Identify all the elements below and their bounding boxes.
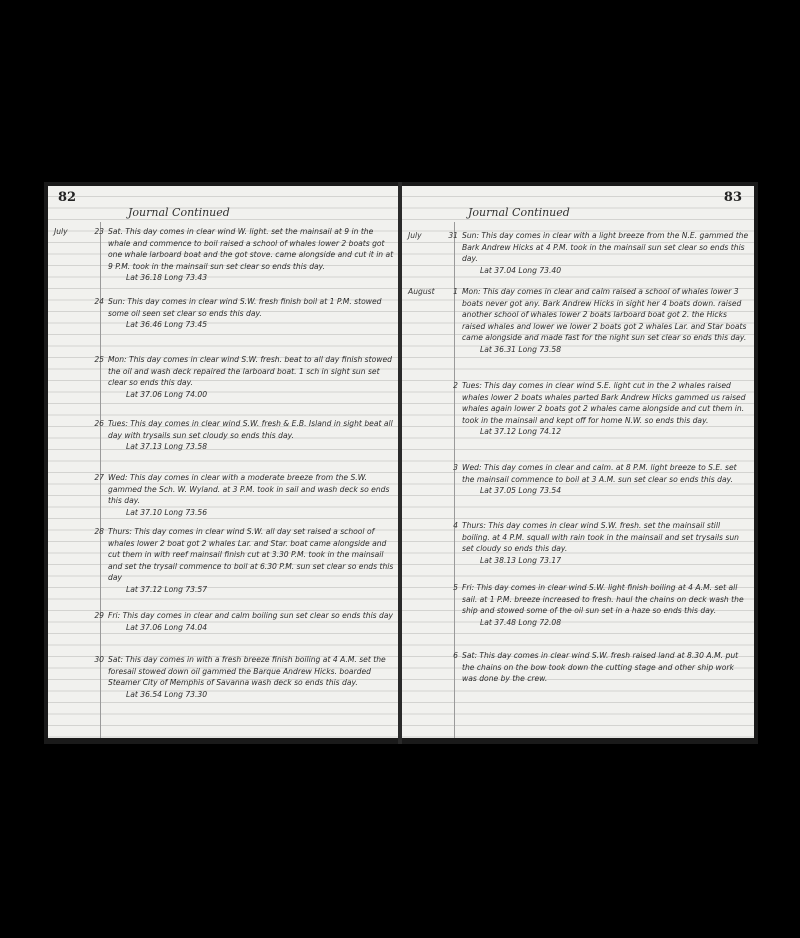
entry-position: Lat 37.12 Long 74.12	[480, 427, 562, 436]
page-heading: Journal Continued	[128, 206, 230, 219]
entry-day: 27	[94, 473, 104, 482]
entry-text: Thurs: This day comes in clear wind S.W. fresh. set the mainsail still boiling. at 4 P.M. squall with rain took in the mainsail and set trysails sun set cloudy so ends this day.	[462, 521, 739, 553]
entry-month: July	[54, 227, 68, 236]
entry-text: Sun: This day comes in clear wind S.W. fresh finish boil at 1 P.M. stowed some oil seen set clear so ends this day.	[108, 297, 382, 318]
journal-entry	[54, 654, 394, 700]
entry-day: 5	[453, 583, 458, 592]
entry-position: Lat 37.13 Long 73.58	[126, 442, 208, 451]
entry-text: Fri: This day comes in clear and calm boiling sun set clear so ends this day	[108, 611, 394, 620]
entry-day: 30	[94, 655, 104, 664]
logbook-spread	[44, 182, 758, 744]
journal-entry	[408, 380, 750, 438]
journal-entry	[54, 296, 394, 331]
entry-day: 24	[94, 297, 104, 306]
entry-text: Tues: This day comes in clear wind S.W. fresh & E.B. Island in sight beat all day with trysails sun set cloudy so ends this day.	[108, 419, 393, 440]
entry-day: 23	[94, 227, 104, 236]
journal-entry	[54, 418, 394, 453]
entry-day: 3	[453, 463, 458, 472]
entry-position: Lat 36.18 Long 73.43	[126, 273, 208, 282]
journal-entry	[54, 354, 394, 400]
journal-entry	[408, 230, 750, 276]
journal-entry	[54, 226, 394, 284]
journal-entry	[408, 286, 750, 355]
entry-text: Tues: This day comes in clear wind S.E. light cut in the 2 whales raised whales lower 2 boats whales parted Bark Andrew Hicks gammed us raised whales again lower 2 boats got 2 whales came alongside and cut them in. took in the mainsail and kept off for home N.W. so ends this day.	[462, 381, 746, 425]
entry-text: Sat. This day comes in clear wind W. light. set the mainsail at 9 in the whale and commence to boil raised a school of whales lower 2 boats got one whale larboard boat and the got stove. came alongside and cut it in at 9 P.M. took in the mainsail sun set clear so ends this day.	[108, 227, 394, 271]
entry-month: August	[408, 287, 435, 296]
right-page	[402, 186, 754, 738]
entry-text: Sun: This day comes in clear with a light breeze from the N.E. gammed the Bark Andrew Hicks at 4 P.M. took in the mainsail sun set clear so ends this day.	[462, 231, 749, 263]
journal-entry	[54, 472, 394, 518]
entry-text: Sat: This day comes in with a fresh breeze finish boiling at 4 A.M. set the foresail stowed down oil gammed the Barque Andrew Hicks. boarded Steamer City of Memphis of Savanna wash deck so ends this day.	[108, 655, 386, 687]
journal-entry	[54, 610, 394, 633]
entry-position: Lat 36.46 Long 73.45	[126, 320, 208, 329]
entry-text: Thurs: This day comes in clear wind S.W. all day set raised a school of whales lower 2 boat got 2 whales Lar. and Star. boat came alongside and cut them in with reef mainsail finish cut at 3.30 P.M. took in the mainsail and set the trysail commence to boil at 6.30 P.M. sun set clear so ends this day	[108, 527, 394, 582]
entry-position: Lat 37.04 Long 73.40	[480, 265, 562, 275]
journal-entry	[408, 582, 750, 628]
entry-day: 1	[453, 287, 458, 296]
left-page	[48, 186, 398, 738]
page-number: 82	[58, 190, 77, 205]
entry-day: 26	[94, 419, 104, 428]
entry-position: Lat 37.05 Long 73.54	[480, 486, 562, 495]
page-heading: Journal Continued	[468, 206, 570, 219]
journal-entry	[408, 520, 750, 566]
entry-text: Sat: This day comes in clear wind S.W. fresh raised land at 8.30 A.M. put the chains on the bow took down the cutting stage and other ship work was done by the crew.	[462, 651, 739, 683]
entry-day: 6	[453, 651, 458, 660]
entry-text: Mon: This day comes in clear and calm raised a school of whales lower 3 boats never got any. Bark Andrew Hicks in sight her 4 boats down. raised another school of whales lower 2 boats larboard boat got 2. the Hicks raised whales and lower we lower 2 boats got 2 whales Lar. and Star boats came alongside and made fast for the night sun set clear so ends this day.	[462, 287, 747, 342]
entry-month: July	[408, 231, 422, 240]
entry-text: Fri: This day comes in clear wind S.W. light finish boiling at 4 A.M. set all sail. at 1 P.M. breeze increased to fresh. haul the chains on deck wash the ship and stowed some of the oil sun set in a haze so ends this day.	[462, 583, 744, 615]
journal-entry	[408, 462, 750, 497]
entry-day: 29	[94, 611, 104, 620]
entry-day: 31	[448, 231, 458, 240]
entry-text: Wed: This day comes in clear with a moderate breeze from the S.W. gammed the Sch. W. Wyland. at 3 P.M. took in sail and wash deck so ends this day.	[108, 473, 390, 505]
journal-entry	[54, 526, 394, 595]
entry-position: Lat 37.48 Long 72.08	[480, 617, 562, 627]
entry-text: Mon: This day comes in clear wind S.W. fresh. beat to all day finish stowed the oil and wash deck repaired the larboard boat. 1 sch in sight sun set clear so ends this day.	[108, 355, 392, 387]
entry-position: Lat 36.54 Long 73.30	[126, 689, 208, 699]
entry-day: 28	[94, 527, 104, 536]
entry-position: Lat 37.12 Long 73.57	[126, 584, 208, 594]
entry-position: Lat 36.31 Long 73.58	[480, 344, 562, 354]
entry-text: Wed: This day comes in clear and calm. at 8 P.M. light breeze to S.E. set the mainsail commence to boil at 3 A.M. sun set clear so ends this day.	[462, 463, 737, 484]
entry-day: 4	[453, 521, 458, 530]
journal-entry	[408, 650, 750, 685]
entry-position: Lat 37.06 Long 74.04	[126, 622, 208, 632]
page-number: 83	[723, 190, 742, 205]
entry-position: Lat 37.06 Long 74.00	[126, 389, 208, 399]
entry-position: Lat 37.10 Long 73.56	[126, 507, 208, 517]
entry-position: Lat 38.13 Long 73.17	[480, 555, 562, 565]
entry-day: 25	[94, 355, 104, 364]
entry-day: 2	[453, 381, 458, 390]
